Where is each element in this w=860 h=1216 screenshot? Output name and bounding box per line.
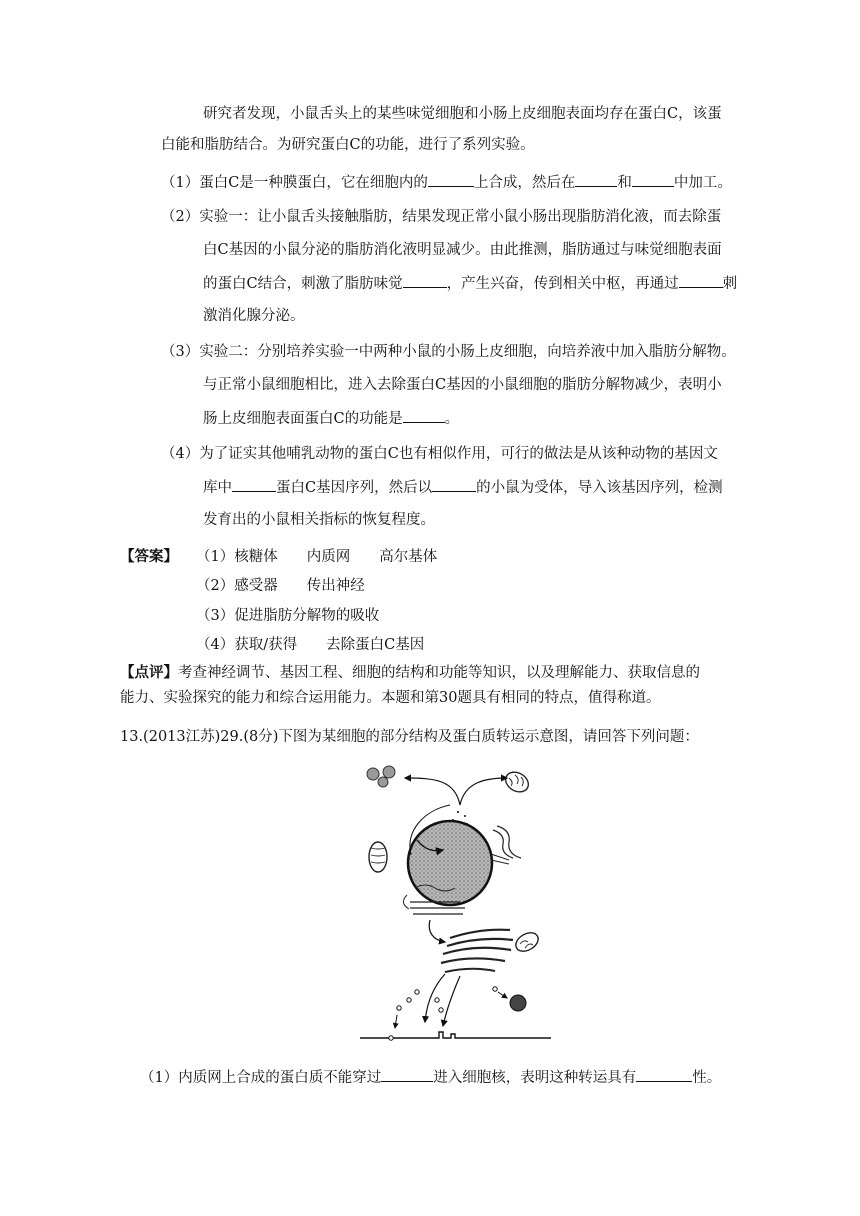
- q12-part3-line1: （3）实验二：分别培养实验一中两种小鼠的小肠上皮细胞，向培养液中加入脂肪分解物。: [161, 344, 736, 360]
- answer-blank[interactable]: [636, 1067, 692, 1082]
- q12-part3-line2: 与正常小鼠细胞相比，进入去除蛋白C基因的小鼠细胞的脂肪分解物减少，表明小: [203, 377, 722, 393]
- q12-part2-line1: （2）实验一：让小鼠舌头接触脂肪，结果发现正常小鼠小肠出现脂肪消化液，而去除蛋: [161, 209, 722, 225]
- answer-blank[interactable]: [381, 1067, 433, 1082]
- q12-part4-line3: 发育出的小鼠相关指标的恢复程度。: [203, 512, 435, 528]
- q12-intro-line1: 研究者发现，小鼠舌头上的某些味觉细胞和小肠上皮细胞表面均存在蛋白C，该蛋: [203, 106, 722, 122]
- answer-blank[interactable]: [432, 477, 476, 492]
- answer-blank[interactable]: [575, 172, 617, 187]
- answer-1: （1）核糖体 内质网 高尔基体: [196, 549, 438, 565]
- mitochondrion-left: [369, 842, 387, 872]
- answer-4: （4）获取/获得 去除蛋白C基因: [196, 637, 425, 653]
- lysosome: [510, 995, 526, 1011]
- transport-vesicles: [395, 974, 460, 1028]
- answer-blank[interactable]: [428, 172, 474, 187]
- comment-line1: 【点评】考查神经调节、基因工程、细胞的结构和功能等知识，以及理解能力、获取信息的: [120, 664, 700, 681]
- q12-part2-line3: 的蛋白C结合，刺激了脂肪味觉 ，产生兴奋，传到相关中枢，再通过 刺: [203, 273, 737, 294]
- cell-protein-transport-diagram: [355, 760, 555, 1050]
- answer-blank[interactable]: [403, 408, 445, 423]
- answer-label: 【答案】: [120, 548, 178, 565]
- q12-part1: （1）蛋白C是一种膜蛋白，它在细胞内的 上合成，然后在 和 中加工。: [161, 172, 732, 193]
- answer-blank[interactable]: [632, 172, 674, 187]
- answer-2: （2）感受器 传出神经: [196, 578, 365, 594]
- endoplasmic-reticulum-right: [491, 826, 521, 864]
- golgi-apparatus: [441, 930, 513, 972]
- comment-label: 【点评】: [120, 664, 178, 681]
- answer-blank[interactable]: [679, 273, 723, 288]
- answer-3: （3）促进脂肪分解物的吸收: [196, 608, 380, 624]
- q12-part4-line2: 库中 蛋白C基因序列，然后以 的小鼠为受体，导入该基因序列，检测: [203, 477, 723, 498]
- q12-part2-line2: 白C基因的小鼠分泌的脂肪消化液明显减少。由此推测，脂肪通过与味觉细胞表面: [203, 242, 722, 258]
- granule-cluster: [367, 766, 395, 787]
- q13-title: 13.(2013江苏)29.(8分)下图为某细胞的部分结构及蛋白质转运示意图，请回答下列问题：: [120, 729, 699, 745]
- plasma-membrane: [360, 1032, 551, 1040]
- answer-blank[interactable]: [232, 477, 276, 492]
- mitochondrion-right: [513, 929, 542, 955]
- q12-intro-line2: 白能和脂肪结合。为研究蛋白C的功能，进行了系列实验。: [161, 137, 535, 153]
- q12-part2-line4: 激消化腺分泌。: [203, 308, 305, 324]
- q12-part4-line1: （4）为了证实其他哺乳动物的蛋白C也有相似作用，可行的做法是从该种动物的基因文: [161, 446, 718, 462]
- q13-part1: （1）内质网上合成的蛋白质不能穿过 进入细胞核，表明这种转运具有 性。: [140, 1067, 721, 1088]
- answer-blank[interactable]: [403, 273, 447, 288]
- mitochondrion-top: [502, 768, 532, 796]
- comment-line2: 能力、实验探究的能力和综合运用能力。本题和第30题具有相同的特点，值得称道。: [120, 690, 661, 706]
- q12-part3-line3: 肠上皮细胞表面蛋白C的功能是 。: [203, 408, 459, 429]
